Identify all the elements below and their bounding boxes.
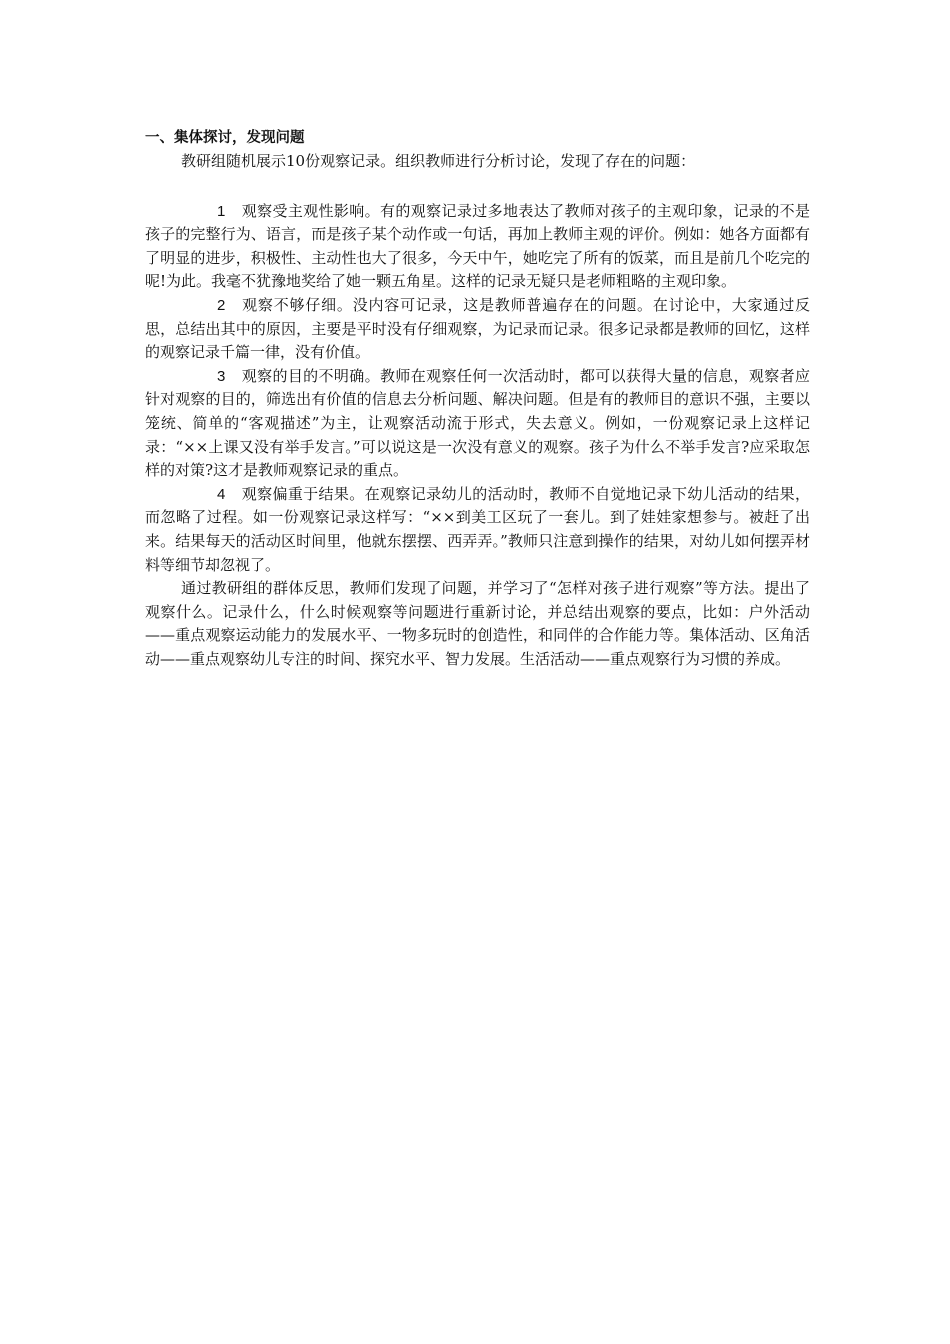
conclusion-paragraph: 通过教研组的群体反思，教师们发现了问题，并学习了“怎样对孩子进行观察”等方法。提出了观察什么。记录什么，什么时候观察等问题进行重新讨论，并总结出观察的要点，比如：户外活动——重点观察运动能力的发展水平、一物多玩时的创造性，和同伴的合作能力等。集体活动、区角活动——重点观察幼儿专注的时间、探究水平、智力发展。生活活动——重点观察行为习惯的养成。 (145, 579, 810, 668)
item-number: 2 (217, 296, 226, 314)
blank-line (145, 174, 810, 200)
problem-item-3 (145, 365, 810, 483)
item-number: 4 (217, 485, 226, 503)
problem-item-2 (145, 294, 810, 365)
item-text: 观察偏重于结果。在观察记录幼儿的活动时，教师不自觉地记录下幼儿活动的结果，而忽略了过程。如一份观察记录这样写：“××到美工区玩了一套儿。到了娃娃家想参与。被赶了出来。结果每天的活动区时间里，他就东摆摆、西弄弄。”教师只注意到操作的结果，对幼儿如何摆弄材料等细节却忽视了。 (145, 484, 810, 574)
item-text: 观察受主观性影响。有的观察记录过多地表达了教师对孩子的主观印象，记录的不是孩子的完整行为、语言，而是孩子某个动作或一句话，再加上教师主观的评价。例如：她各方面都有了明显的进步，积极性、主动性也大了很多，今天中午，她吃完了所有的饭菜，而且是前几个吃完的呢!为此。我毫不犹豫地奖给了她一颗五角星。这样的记录无疑只是老师粗略的主观印象。 (145, 201, 810, 291)
item-number: 3 (217, 367, 226, 385)
section-heading: 一、集体探讨，发现问题 (145, 130, 305, 146)
intro-paragraph: 教研组随机展示10份观察记录。组织教师进行分析讨论，发现了存在的问题： (181, 152, 696, 170)
problem-item-1 (145, 200, 810, 294)
problem-item-4 (145, 483, 810, 577)
item-number: 1 (217, 202, 226, 220)
document-body (145, 128, 810, 671)
item-text: 观察的目的不明确。教师在观察任何一次活动时，都可以获得大量的信息，观察者应针对观察的目的，筛选出有价值的信息去分析问题、解决问题。但是有的教师目的意识不强，主要以笼统、简单的“客观描述”为主，让观察活动流于形式，失去意义。例如，一份观察记录上这样记录：“××上课又没有举手发言。”可以说这是一次没有意义的观察。孩子为什么不举手发言?应采取怎样的对策?这才是教师观察记录的重点。 (145, 366, 810, 480)
item-text: 观察不够仔细。没内容可记录，这是教师普遍存在的问题。在讨论中，大家通过反思，总结出其中的原因，主要是平时没有仔细观察，为记录而记录。很多记录都是教师的回忆，这样的观察记录千篇一律，没有价值。 (145, 295, 810, 362)
